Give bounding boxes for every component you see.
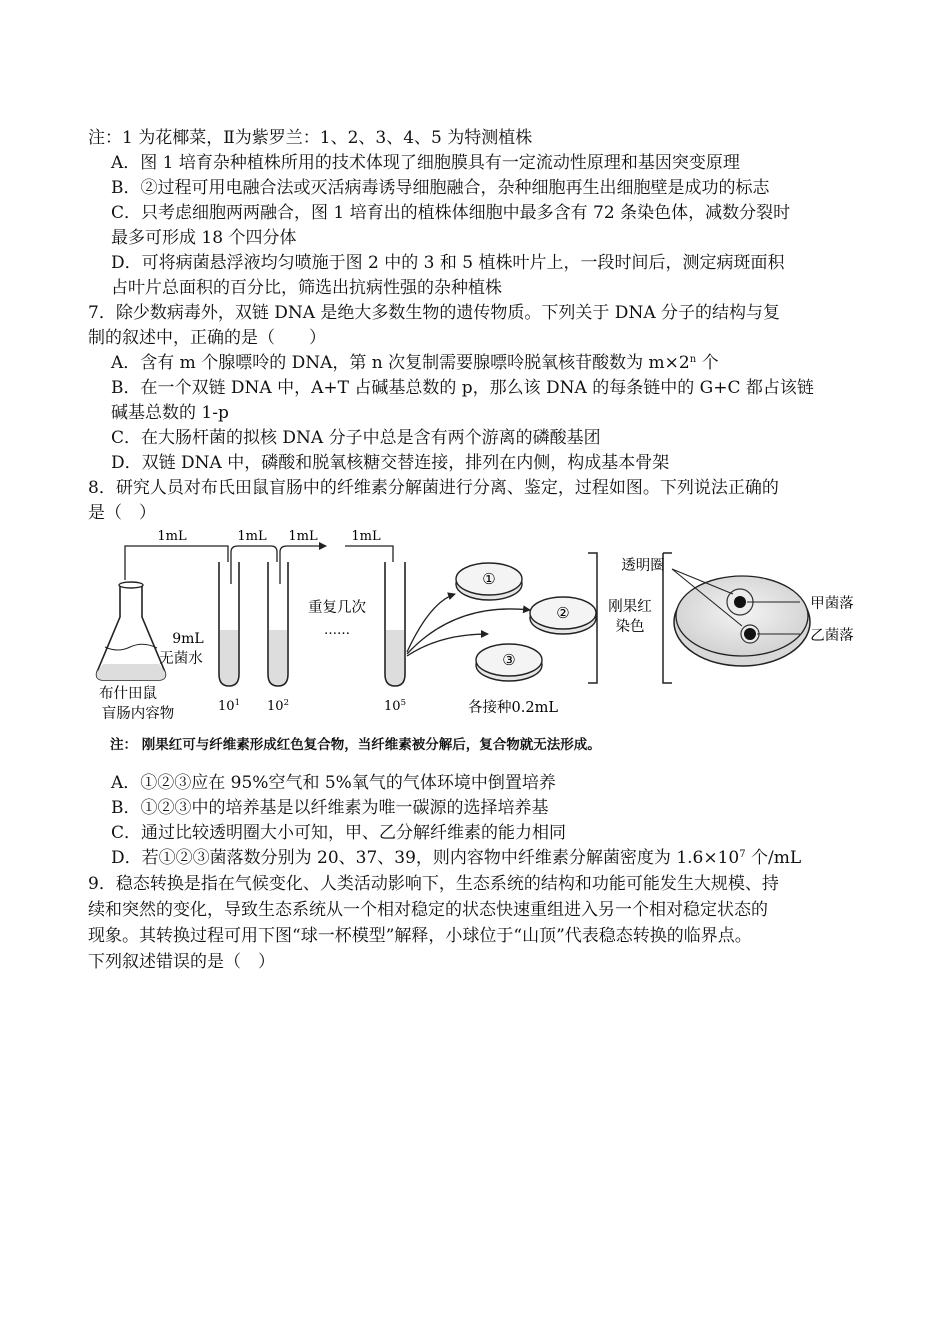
q7-option-b-cont: 碱基总数的 1-p	[111, 403, 229, 423]
q9-stem-line3: 现象。其转换过程可用下图“球一杯模型”解释，小球位于“山顶”代表稳态转换的临界点。	[88, 926, 752, 946]
colony-b-label: 乙菌落	[810, 628, 854, 644]
plate-2	[530, 597, 596, 634]
figure-note: 注： 刚果红可与纤维素形成红色复合物，当纤维素被分解后，复合物就无法形成。	[110, 737, 601, 753]
transfer-label-2: 1mL	[237, 529, 267, 544]
q6-option-c-cont: 最多可形成 18 个四分体	[111, 228, 297, 248]
plate-1	[456, 563, 522, 600]
q8-option-d: D．若①②③菌落数分别为 20、37、39，则内容物中纤维素分解菌密度为 $1.6\times 10^7$ 个/mL	[111, 848, 802, 868]
colony-a-label: 甲菌落	[810, 596, 854, 612]
ellipsis: ……	[324, 623, 350, 638]
transfer-label-1: 1mL	[157, 529, 187, 544]
plate-2-label: ②	[556, 604, 570, 622]
repeat-label: 重复几次	[308, 600, 366, 616]
flask-icon	[97, 582, 166, 680]
flask-label-line1: 布什田鼠	[99, 686, 157, 702]
q9-stem-line2: 续和突然的变化，导致生态系统从一个相对稳定的状态快速重组进入另一个相对稳定状态的	[88, 900, 768, 920]
colony-a	[734, 596, 746, 608]
transfer-label-4: 1mL	[351, 529, 381, 544]
dilution-label-5: $10^5$	[384, 698, 406, 714]
stain-label-line2: 染色	[615, 619, 645, 635]
q6-option-d-cont: 占叶片总面积的百分比，筛选出抗病性强的杂种植株	[111, 278, 502, 298]
test-tube-5	[385, 562, 405, 686]
inoculate-label: 各接种0.2mL	[468, 700, 558, 716]
q6-option-b: B．②过程可用电融合法或灭活病毒诱导细胞融合，杂种细胞再生出细胞壁是成功的标志	[111, 178, 770, 198]
water-volume: 9mL	[172, 631, 204, 647]
plate-1-label: ①	[482, 570, 496, 588]
halo-label: 透明圈	[621, 558, 665, 574]
colony-b	[744, 628, 756, 640]
q7-stem: 7．除少数病毒外，双链 DNA 是绝大多数生物的遗传物质。下列关于 DNA 分子的结构与复	[88, 303, 780, 323]
q6-option-a: A．图 1 培育杂种植株所用的技术体现了细胞膜具有一定流动性原理和基因突变原理	[111, 153, 740, 173]
dilution-figure	[0, 522, 950, 752]
q8-option-b: B．①②③中的培养基是以纤维素为唯一碳源的选择培养基	[111, 798, 549, 818]
q6-option-d: D．可将病菌悬浮液均匀喷施于图 2 中的 3 和 5 植株叶片上，一段时间后，测定病斑面积	[111, 253, 785, 273]
dilution-label-2: $10^2$	[267, 698, 289, 714]
flask-label-line2: 盲肠内容物	[101, 706, 175, 722]
stained-plate	[674, 576, 810, 666]
q8-option-c: C．通过比较透明圈大小可知，甲、乙分解纤维素的能力相同	[111, 823, 567, 843]
q9-stem-line4: 下列叙述错误的是（ ）	[88, 952, 275, 972]
dilution-label-1: $10^1$	[218, 698, 240, 714]
q6-note: 注：1 为花椰菜，Ⅱ为紫罗兰：1、2、3、4、5 为特测植株	[88, 128, 533, 148]
q8-option-a: A．①②③应在 95%空气和 5%氧气的气体环境中倒置培养	[111, 773, 556, 793]
test-tube-1	[219, 562, 239, 686]
plate-3-label: ③	[502, 651, 516, 669]
q9-stem-line1: 9．稳态转换是指在气候变化、人类活动影响下，生态系统的结构和功能可能发生大规模、持	[88, 874, 779, 894]
test-tube-2	[268, 562, 288, 686]
q7-stem-cont: 制的叙述中，正确的是（ ）	[88, 328, 326, 348]
q7-option-d: D．双链 DNA 中，磷酸和脱氧核糖交替连接，排列在内侧，构成基本骨架	[111, 453, 670, 473]
transfer-label-3: 1mL	[288, 529, 318, 544]
water-label: 无菌水	[159, 651, 203, 667]
plate-3	[476, 644, 542, 681]
q7-option-a: A．含有 m 个腺嘌呤的 DNA，第 n 次复制需要腺嘌呤脱氧核苷酸数为 $m\times 2^n$ 个	[111, 353, 719, 373]
q8-stem: 8．研究人员对布氏田鼠盲肠中的纤维素分解菌进行分离、鉴定，过程如图。下列说法正确的	[88, 478, 779, 498]
q7-option-b: B．在一个双链 DNA 中，A+T 占碱基总数的 p，那么该 DNA 的每条链中的 G+C 都占该链	[111, 378, 814, 398]
q6-option-c: C．只考虑细胞两两融合，图 1 培育出的植株体细胞中最多含有 72 条染色体，减数分裂时	[111, 203, 791, 223]
stain-label-line1: 刚果红	[608, 599, 652, 615]
q7-option-c: C．在大肠杆菌的拟核 DNA 分子中总是含有两个游离的磷酸基团	[111, 428, 601, 448]
q8-stem-cont: 是（ ）	[88, 503, 156, 523]
